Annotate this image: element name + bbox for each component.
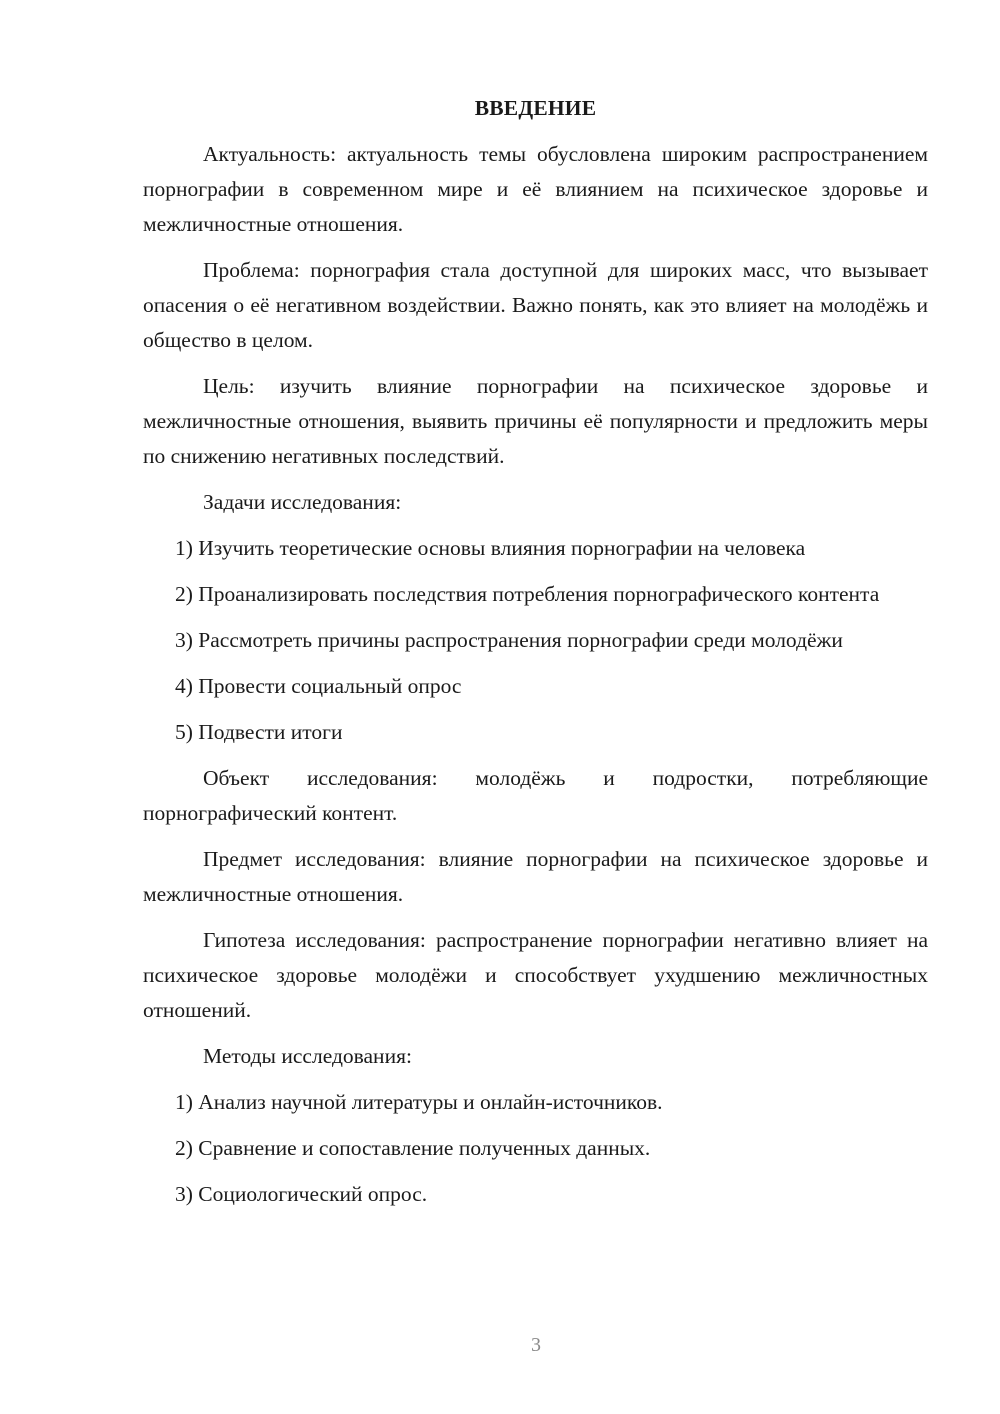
task-item: 5) Подвести итоги — [175, 720, 343, 744]
page-number: 3 — [531, 1334, 541, 1356]
task-item: 4) Провести социальный опрос — [175, 674, 462, 698]
goal-paragraph: Цель: изучить влияние порнографии на психическое здоровье и межличностные отношения, выявить причины её популярности и предложить меры по снижению негативных последствий. — [143, 374, 928, 468]
task-item: 1) Изучить теоретические основы влияния порнографии на человека — [175, 536, 806, 560]
method-item: 2) Сравнение и сопоставление полученных данных. — [175, 1136, 651, 1160]
task-item: 2) Проанализировать последствия потребления порнографического контента — [175, 582, 880, 606]
method-item: 1) Анализ научной литературы и онлайн-источников. — [175, 1090, 663, 1114]
relevance-paragraph: Актуальность: актуальность темы обусловлена широким распространением порнографии в современном мире и её влиянием на психическое здоровье и межличностные отношения. — [143, 142, 928, 236]
page-content — [143, 91, 928, 1223]
methods-heading: Методы исследования: — [203, 1044, 412, 1068]
method-item: 3) Социологический опрос. — [175, 1182, 428, 1206]
section-title: ВВЕДЕНИЕ — [474, 96, 597, 120]
hypothesis-paragraph: Гипотеза исследования: распространение порнографии негативно влияет на психическое здоровье молодёжи и способствует ухудшению межличностных отношений. — [143, 928, 928, 1022]
object-paragraph: Объект исследования: молодёжь и подростки, потребляющие порнографический контент. — [143, 766, 928, 825]
tasks-heading: Задачи исследования: — [203, 490, 402, 514]
task-item: 3) Рассмотреть причины распространения порнографии среди молодёжи — [175, 628, 843, 652]
subject-paragraph: Предмет исследования: влияние порнографии на психическое здоровье и межличностные отношения. — [143, 847, 928, 906]
problem-paragraph: Проблема: порнография стала доступной для широких масс, что вызывает опасения о её негативном воздействии. Важно понять, как это влияет на молодёжь и общество в целом. — [143, 258, 928, 352]
